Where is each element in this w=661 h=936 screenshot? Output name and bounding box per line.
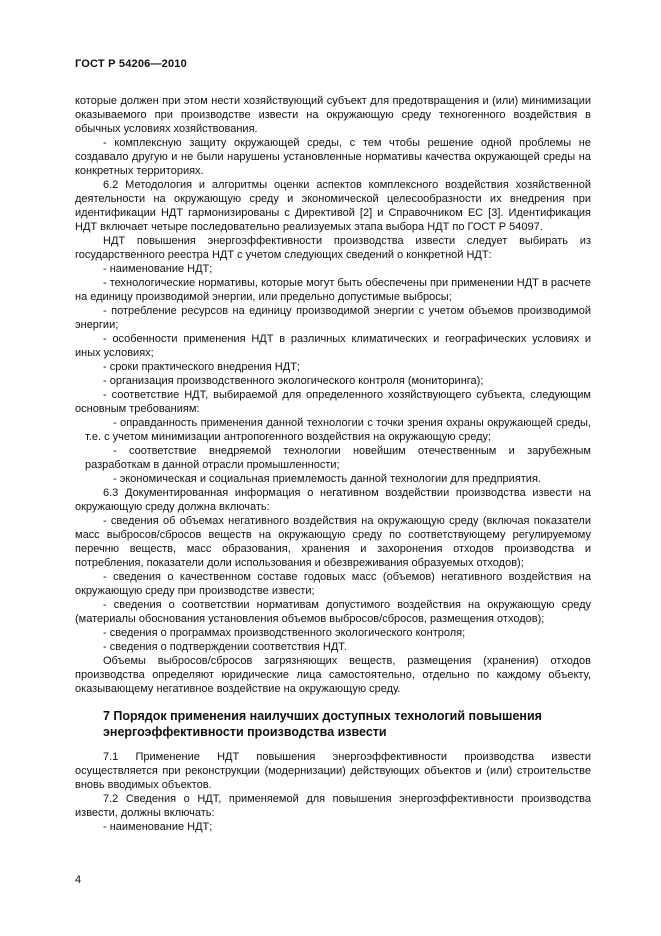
- paragraph: - сведения о программах производственного экологического контроля;: [103, 627, 466, 639]
- paragraph: - особенности применения НДТ в различных климатических и географических условиях и иных условиях;: [75, 333, 591, 359]
- paragraph: 6.3 Документированная информация о негативном воздействии производства извести на окружающую среду должна включать:: [75, 487, 591, 513]
- section-heading: 7 Порядок применения наилучших доступных технологий повышения энергоэффективности производства извести: [103, 709, 542, 739]
- paragraph: - технологические нормативы, которые могут быть обеспечены при применении НДТ в расчете на единицу производимой энергии, или предельно допустимые выбросы;: [75, 277, 591, 303]
- paragraph: - организация производственного экологического контроля (мониторинга);: [103, 375, 484, 387]
- paragraph: НДТ повышения энергоэффективности производства извести следует выбирать из государственного реестра НДТ с учетом следующих сведений о конкретной НДТ:: [75, 235, 591, 261]
- paragraph: которые должен при этом нести хозяйствующий субъект для предотвращения и (или) минимизации оказываемого при производстве извести на окружающую среду техногенного воздействия в обычных условиях хозяйствования.: [75, 95, 591, 135]
- paragraph: Объемы выбросов/сбросов загрязняющих веществ, размещения (хранения) отходов производства определяют юридические лица самостоятельно, отдельно по каждому объекту, оказывающему негативное воздействие на окружающую среду.: [75, 655, 591, 695]
- paragraph: - экономическая и социальная приемлемость данной технологии для предприятия.: [113, 473, 541, 485]
- paragraph: - комплексную защиту окружающей среды, с тем чтобы решение одной проблемы не создавало другую и не были нарушены установленные нормативы качества окружающей среды на конкретных территориях.: [75, 137, 591, 177]
- paragraph: 7.2 Сведения о НДТ, применяемой для повышения энергоэффективности производства извести, должны включать:: [75, 793, 591, 819]
- paragraph: - наименование НДТ;: [103, 821, 213, 833]
- doc-number-header: ГОСТ Р 54206—2010: [75, 58, 187, 70]
- paragraph: - сведения о подтверждении соответствия НДТ.: [103, 641, 347, 653]
- paragraph: - наименование НДТ;: [103, 263, 213, 275]
- page-number: 4: [75, 874, 82, 886]
- paragraph: - сроки практического внедрения НДТ;: [103, 361, 300, 373]
- paragraph: 6.2 Методология и алгоритмы оценки аспектов комплексного воздействия хозяйственной деятельности на окружающую среду и экономической целесообразности их внедрения при идентификации НДТ гармонизированы с Директивой [2] и Справочником ЕС [3]. Идентификация НДТ включает четыре последовательно реализуемых этапа выбора НДТ по ГОСТ Р 54097.: [75, 179, 591, 233]
- paragraph: - сведения об объемах негативного воздействия на окружающую среду (включая показатели масс выбросов/сбросов веществ на окружающую среду по соответствующему регулируемому перечню веществ, масс образования, хранения и захоронения отходов производства и потребления, показатели доли использования и обезвреживания образуемых отходов);: [75, 515, 591, 569]
- paragraph: - оправданность применения данной технологии с точки зрения охраны окружающей среды, т.е. с учетом минимизации антропогенного воздействия на окружающую среду;: [85, 417, 591, 443]
- document-body: [75, 94, 591, 834]
- paragraph: - соответствие НДТ, выбираемой для определенного хозяйствующего субъекта, следующим основным требованиям:: [75, 389, 591, 415]
- paragraph: - соответствие внедряемой технологии новейшим отечественным и зарубежным разработкам в данной отрасли промышленности;: [85, 445, 591, 471]
- paragraph: - потребление ресурсов на единицу производимой энергии с учетом объемов производимой энергии;: [75, 305, 591, 331]
- paragraph: - сведения о соответствии нормативам допустимого воздействия на окружающую среду (материалы обоснования установления объемов выбросов/сбросов, размещения отходов);: [75, 599, 591, 625]
- paragraph: - сведения о качественном составе годовых масс (объемов) негативного воздействия на окружающую среду при производстве извести;: [75, 571, 591, 597]
- paragraph: 7.1 Применение НДТ повышения энергоэффективности производства извести осуществляется при реконструкции (модернизации) действующих объектов и (или) строительстве вновь вводимых объектов.: [75, 751, 591, 791]
